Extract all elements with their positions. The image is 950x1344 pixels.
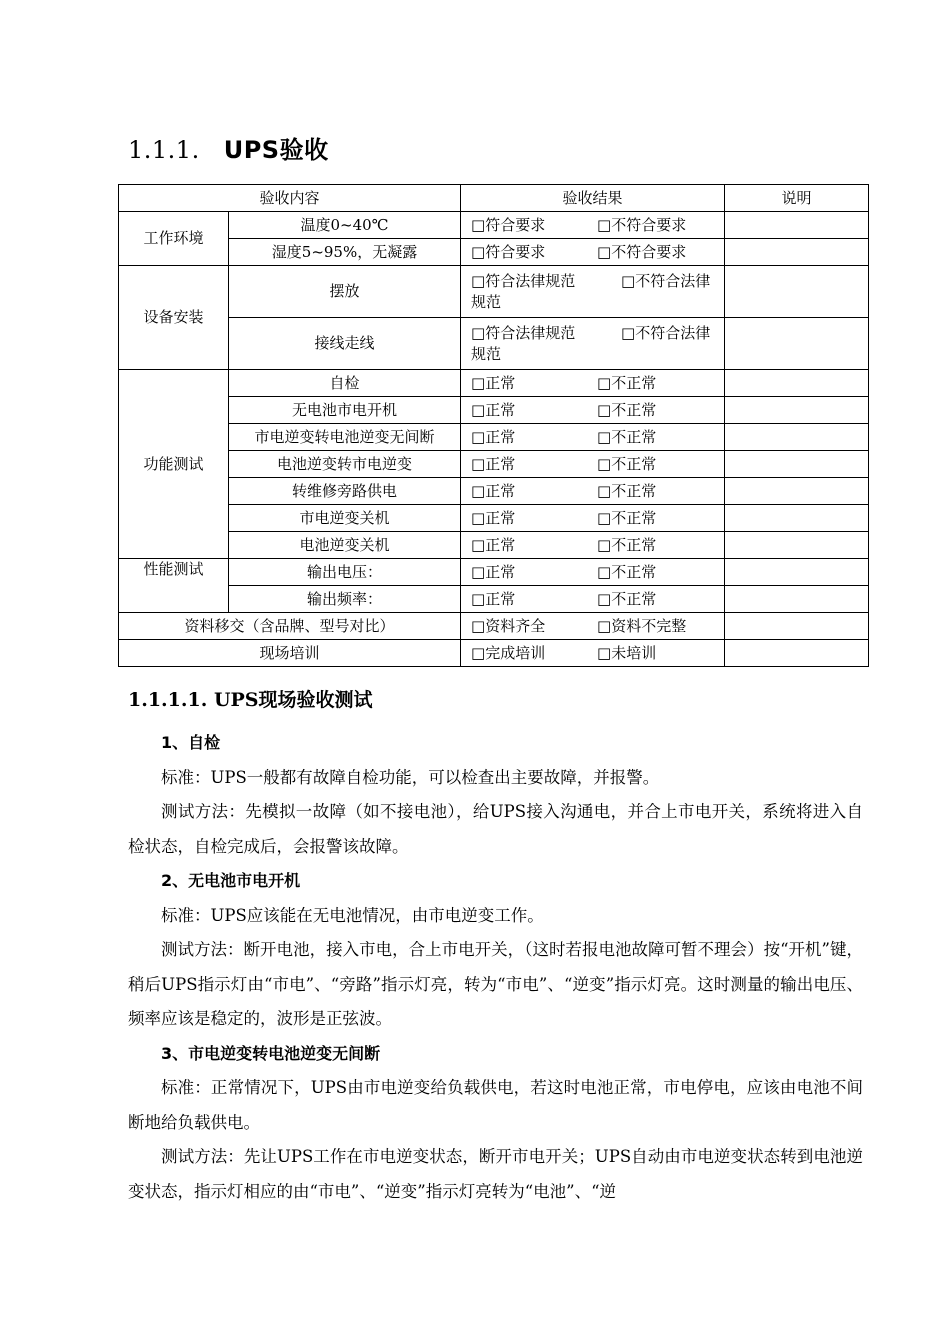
section-title: 2、无电池市电开机 (161, 871, 301, 890)
option-pass[interactable]: □正常 (471, 481, 516, 500)
item-cell: 输出电压： (229, 559, 461, 586)
note-cell[interactable] (725, 424, 869, 451)
category-cell: 功能测试 (119, 370, 229, 559)
paragraph: 测试方法：先模拟一故障（如不接电池），给UPS接入沟通电，并合上市电开关，系统将进入自检状态，自检完成后，会报警该故障。 (128, 802, 863, 856)
table-row (119, 613, 869, 640)
option-pass[interactable]: □正常 (471, 427, 516, 446)
option-pass[interactable]: □正常 (471, 562, 516, 581)
item-cell: 接线走线 (229, 318, 461, 370)
result-cell (461, 505, 725, 532)
paragraph: 测试方法：先让UPS工作在市电逆变状态，断开市电开关；UPS自动由市电逆变状态转到电池逆变状态，指示灯相应的由“市电”、“逆变”指示灯亮转为“电池”、“逆 (128, 1147, 863, 1201)
note-cell[interactable] (725, 505, 869, 532)
note-cell[interactable] (725, 559, 869, 586)
item-cell: 电池逆变转市电逆变 (229, 451, 461, 478)
option-pass[interactable]: □正常 (471, 400, 516, 419)
paragraph: 标准：UPS一般都有故障自检功能，可以检查出主要故障，并报警。 (161, 767, 660, 787)
section-title: 3、市电逆变转电池逆变无间断 (161, 1043, 381, 1063)
paragraph: 标准：正常情况下，UPS由市电逆变给负载供电，若这时电池正常，市电停电，应该由电池不间断地给负载供电。 (128, 1078, 863, 1132)
option-fail[interactable]: □不符合要求 (597, 242, 687, 261)
table-row (119, 370, 869, 397)
result-cell (461, 397, 725, 424)
table-row (119, 640, 869, 667)
note-cell[interactable] (725, 397, 869, 424)
section-heading (128, 130, 329, 165)
result-cell (461, 370, 725, 397)
header-note: 说明 (725, 185, 869, 212)
subsection-heading: 1.1.1.1. UPS现场验收测试 (128, 689, 373, 711)
option-fail[interactable]: □不正常 (597, 535, 657, 554)
item-cell: 市电逆变转电池逆变无间断 (229, 424, 461, 451)
option-fail[interactable]: □不符合法律规范 (471, 271, 711, 311)
note-cell[interactable] (725, 451, 869, 478)
note-cell[interactable] (725, 212, 869, 239)
option-fail[interactable]: □不正常 (597, 562, 657, 581)
result-cell (461, 613, 725, 640)
note-cell[interactable] (725, 613, 869, 640)
table-row (119, 239, 869, 266)
acceptance-table (118, 184, 869, 667)
item-cell: 电池逆变关机 (229, 532, 461, 559)
option-pass[interactable]: □符合法律规范 (471, 323, 576, 342)
option-pass[interactable]: □正常 (471, 589, 516, 608)
note-cell[interactable] (725, 239, 869, 266)
paragraph: 测试方法：断开电池，接入市电，合上市电开关，（这时若报电池故障可暂不理会）按“开机”键，稍后UPS指示灯由“市电”、“旁路”指示灯亮，转为“市电”、“逆变”指示灯亮。这时测量的输出电压、频率应该是稳定的，波形是正弦波。 (128, 940, 863, 1028)
result-cell (461, 532, 725, 559)
table-row (119, 266, 869, 318)
item-cell: 市电逆变关机 (229, 505, 461, 532)
item-cell: 转维修旁路供电 (229, 478, 461, 505)
paragraph: 标准：UPS应该能在无电池情况，由市电逆变工作。 (161, 905, 544, 925)
result-cell (461, 266, 725, 318)
result-cell (461, 239, 725, 266)
option-pass[interactable]: □完成培训 (471, 643, 546, 662)
item-cell: 摆放 (229, 266, 461, 318)
result-cell (461, 586, 725, 613)
option-fail[interactable]: □不正常 (597, 589, 657, 608)
table-row (119, 559, 869, 586)
option-pass[interactable]: □正常 (471, 535, 516, 554)
result-cell (461, 640, 725, 667)
item-cell: 输出频率： (229, 586, 461, 613)
item-cell: 温度0~40℃ (229, 212, 461, 239)
document-body (128, 726, 863, 1209)
option-fail[interactable]: □不正常 (597, 427, 657, 446)
option-fail[interactable]: □资料不完整 (597, 616, 687, 635)
option-fail[interactable]: □不正常 (597, 481, 657, 500)
note-cell[interactable] (725, 640, 869, 667)
header-content: 验收内容 (119, 185, 461, 212)
result-cell (461, 318, 725, 370)
option-fail[interactable]: □不正常 (597, 454, 657, 473)
item-cell: 湿度5~95%，无凝露 (229, 239, 461, 266)
option-pass[interactable]: □正常 (471, 454, 516, 473)
table-row (119, 318, 869, 370)
category-cell: 工作环境 (119, 212, 229, 266)
result-cell (461, 478, 725, 505)
option-fail[interactable]: □不正常 (597, 508, 657, 527)
option-fail[interactable]: □未培训 (597, 643, 657, 662)
note-cell[interactable] (725, 586, 869, 613)
heading-number: 1.1.1. (128, 136, 200, 164)
item-cell: 无电池市电开机 (229, 397, 461, 424)
table-row (119, 397, 869, 424)
option-pass[interactable]: □符合法律规范 (471, 271, 576, 290)
result-cell (461, 212, 725, 239)
option-pass[interactable]: □资料齐全 (471, 616, 546, 635)
section-title: 1、自检 (161, 733, 221, 752)
result-cell (461, 424, 725, 451)
option-fail[interactable]: □不正常 (597, 400, 657, 419)
note-cell[interactable] (725, 266, 869, 318)
option-pass[interactable]: □符合要求 (471, 215, 546, 234)
item-cell: 现场培训 (119, 640, 461, 667)
note-cell[interactable] (725, 532, 869, 559)
option-fail[interactable]: □不符合法律规范 (471, 323, 711, 363)
table-row (119, 451, 869, 478)
category-cell: 设备安装 (119, 266, 229, 370)
option-fail[interactable]: □不符合要求 (597, 215, 687, 234)
table-row (119, 532, 869, 559)
result-cell (461, 451, 725, 478)
note-cell[interactable] (725, 318, 869, 370)
table-row (119, 505, 869, 532)
category-cell: 性能测试 (119, 559, 229, 613)
table-row (119, 212, 869, 239)
header-result: 验收结果 (461, 185, 725, 212)
table-row (119, 424, 869, 451)
result-cell (461, 559, 725, 586)
option-pass[interactable]: □符合要求 (471, 242, 546, 261)
option-pass[interactable]: □正常 (471, 508, 516, 527)
note-cell[interactable] (725, 478, 869, 505)
option-fail[interactable]: □不正常 (597, 373, 657, 392)
item-cell: 资料移交（含品牌、型号对比） (119, 613, 461, 640)
note-cell[interactable] (725, 370, 869, 397)
option-pass[interactable]: □正常 (471, 373, 516, 392)
table-row (119, 586, 869, 613)
heading-title: UPS验收 (223, 136, 329, 164)
table-header-row (119, 185, 869, 212)
item-cell: 自检 (229, 370, 461, 397)
table-row (119, 478, 869, 505)
